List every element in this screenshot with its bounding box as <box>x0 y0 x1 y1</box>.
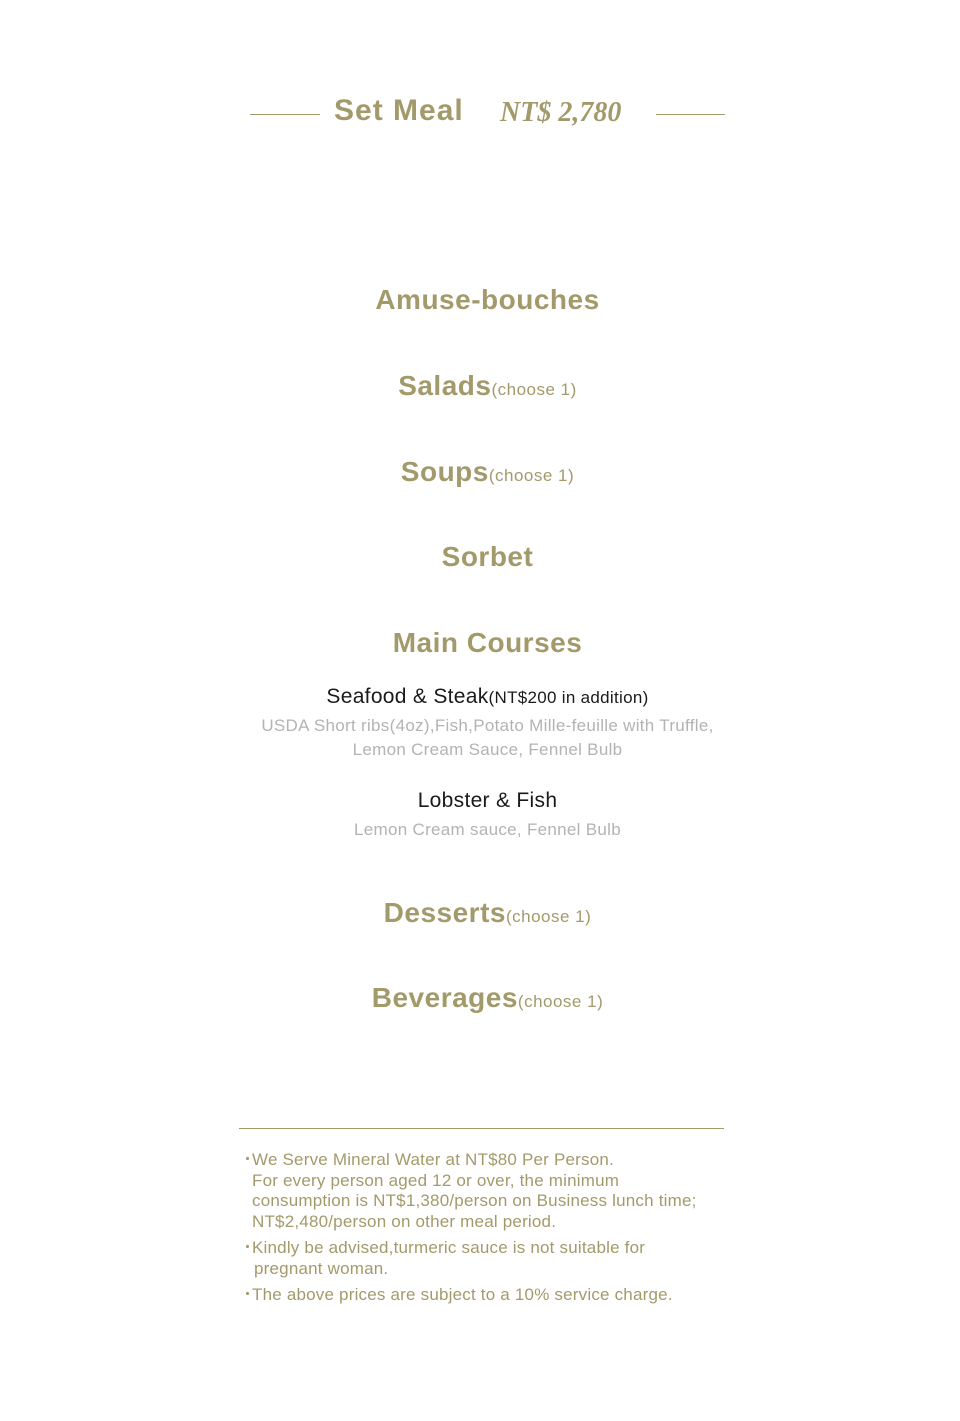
dish-lobster-fish <box>0 789 960 842</box>
dish-name <box>0 789 960 813</box>
note-line: NT$2,480/person on other meal period. <box>252 1211 557 1231</box>
course-name: Desserts <box>383 897 506 928</box>
bullet-icon: ・ <box>239 1238 257 1257</box>
note-item <box>239 1238 729 1279</box>
bullet-icon: ・ <box>239 1285 257 1304</box>
course-salads <box>0 370 960 402</box>
course-sorbet <box>0 541 960 573</box>
note-line: We Serve Mineral Water at NT$80 Per Person. <box>252 1150 614 1169</box>
note-line: For every person aged 12 or over, the minimum <box>252 1170 620 1190</box>
course-name: Sorbet <box>441 541 534 572</box>
dish-name <box>0 685 960 709</box>
menu-title: Set Meal <box>334 94 464 127</box>
notes-list <box>239 1150 729 1312</box>
course-amuse-bouches <box>0 284 960 316</box>
dish-title: Lobster & Fish <box>417 789 558 812</box>
note-line: Kindly be advised,turmeric sauce is not suitable for <box>252 1238 646 1257</box>
footer-divider <box>239 1128 724 1129</box>
course-desserts <box>0 897 960 929</box>
header-rule-right <box>656 114 725 115</box>
dish-description <box>0 818 960 842</box>
note-line: pregnant woman. <box>254 1258 389 1278</box>
course-note: (choose 1) <box>505 907 592 926</box>
note-item <box>239 1285 729 1306</box>
course-note: (choose 1) <box>517 992 604 1011</box>
course-beverages <box>0 982 960 1014</box>
course-name: Salads <box>398 370 492 401</box>
course-soups <box>0 456 960 488</box>
course-name: Soups <box>400 456 489 487</box>
dish-description-line: USDA Short ribs(4oz),Fish,Potato Mille-feuille with Truffle, <box>261 716 714 735</box>
note-item <box>239 1150 729 1232</box>
dish-seafood-steak <box>0 685 960 762</box>
dish-description <box>0 714 960 762</box>
note-line: The above prices are subject to a 10% service charge. <box>252 1285 673 1304</box>
note-line: consumption is NT$1,380/person on Business lunch time; <box>252 1191 697 1210</box>
dish-description-line: Lemon Cream sauce, Fennel Bulb <box>354 820 621 839</box>
set-meal-header <box>0 92 960 136</box>
menu-price: NT$ 2,780 <box>500 97 622 128</box>
dish-description-line: Lemon Cream Sauce, Fennel Bulb <box>352 740 623 759</box>
course-note: (choose 1) <box>491 380 577 399</box>
course-name: Beverages <box>371 982 518 1013</box>
course-main-courses <box>0 627 960 659</box>
dish-title: Seafood & Steak <box>326 685 489 708</box>
header-rule-left <box>250 114 320 115</box>
bullet-icon: ・ <box>239 1150 257 1169</box>
course-name: Main Courses <box>392 627 583 658</box>
dish-surcharge: (NT$200 in addition) <box>488 688 649 707</box>
course-name: Amuse-bouches <box>375 284 600 315</box>
course-note: (choose 1) <box>488 466 575 485</box>
